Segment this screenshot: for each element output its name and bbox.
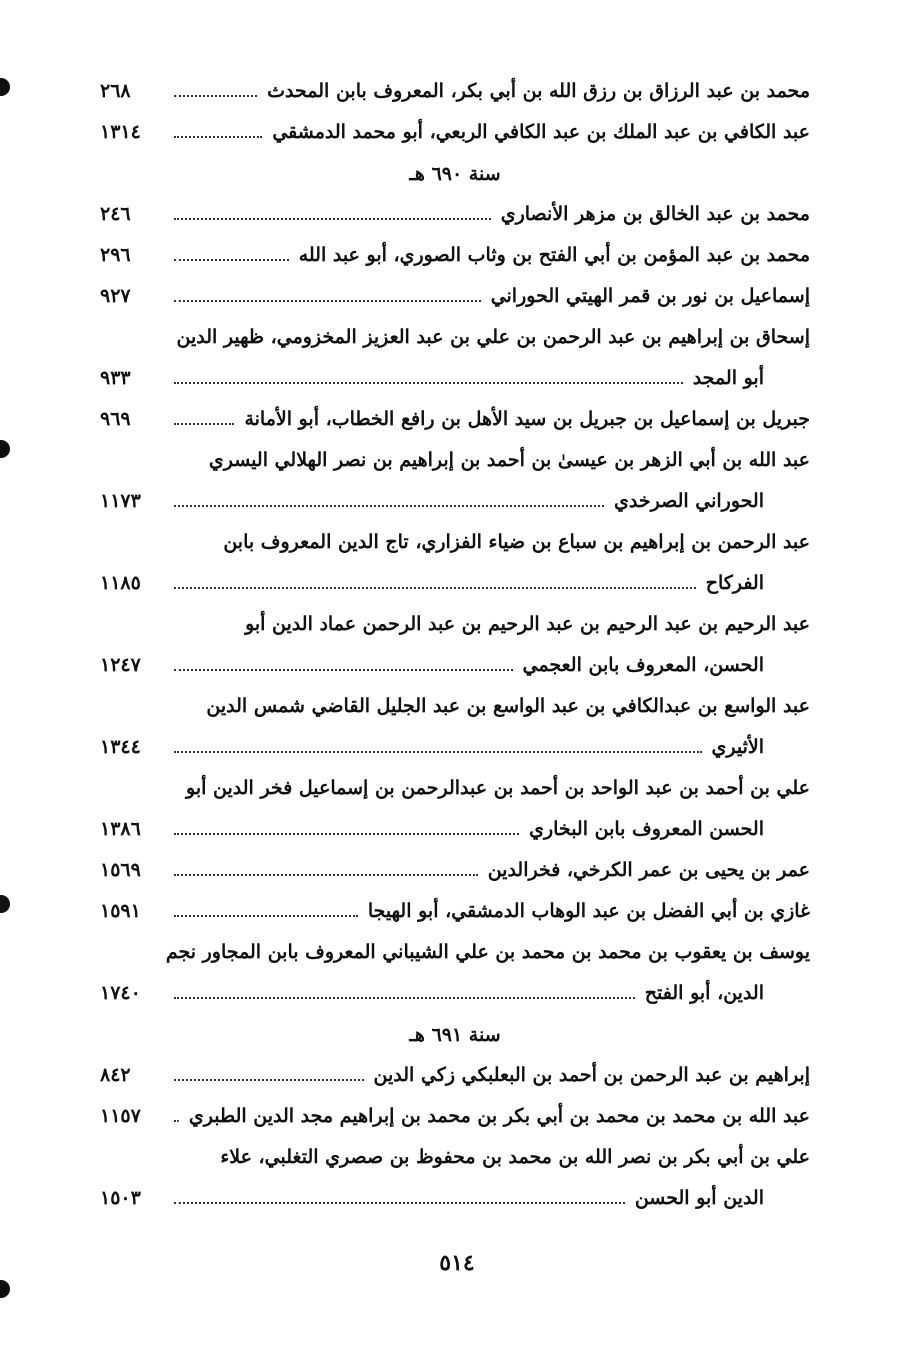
- index-entry: [100, 226, 810, 267]
- entry-name: عبد الواسع بن عبدالكافي بن عبد الواسع بن عبد الجليل القاضي شمس الدين: [206, 695, 810, 718]
- entry-line: [100, 1128, 810, 1169]
- entry-name: عبد الله بن محمد بن محمد بن أبي بكر بن محمد بن إبراهيم مجد الدين الطبري: [188, 1105, 810, 1128]
- entry-page-number: ١١٨٥: [100, 572, 141, 595]
- entry-page-number: ١٣٨٦: [100, 818, 141, 841]
- entry-name: علي بن أبي بكر بن نصر الله بن محمد بن محفوظ بن صصري التغلبي، علاء: [220, 1146, 810, 1169]
- dot-leader: [174, 136, 262, 138]
- entry-line: [100, 62, 810, 103]
- entry-name: الدين، أبو الفتح: [644, 982, 764, 1005]
- entry-line: [100, 759, 810, 800]
- binding-mark: [0, 895, 10, 913]
- entry-line: [100, 226, 810, 267]
- entry-line: [100, 185, 810, 226]
- entry-name: الحوراني الصرخدي: [614, 490, 764, 513]
- entry-page-number: ١٣١٤: [100, 121, 141, 144]
- dot-leader: [174, 997, 635, 999]
- index-entry: [100, 390, 810, 431]
- year-heading: سنة ٦٩١ هـ: [409, 1024, 501, 1046]
- dot-leader: [174, 382, 683, 384]
- index-entry: [100, 431, 810, 513]
- entry-name: عمر بن يحيى بن عمر الكرخي، فخرالدين: [487, 859, 810, 882]
- entry-line: [100, 103, 810, 144]
- entry-line: [100, 800, 810, 841]
- entry-page-number: ١٥٠٣: [100, 1187, 141, 1210]
- entry-line: [100, 472, 810, 513]
- entry-line: [100, 1169, 810, 1210]
- entry-line: [100, 1046, 810, 1087]
- entry-line: [100, 513, 810, 554]
- index-entry: [100, 595, 810, 677]
- year-heading: سنة ٦٩٠ هـ: [409, 163, 501, 185]
- entry-name: الدين أبو الحسن: [634, 1187, 764, 1210]
- entry-name: الأثيري: [711, 736, 764, 759]
- entry-line: [100, 964, 810, 1005]
- dot-leader: [174, 95, 257, 97]
- entry-name: الفركاح: [705, 572, 764, 595]
- entry-name: عبد الكافي بن عبد الملك بن عبد الكافي الربعي، أبو محمد الدمشقي: [272, 121, 810, 144]
- binding-mark: [0, 1280, 10, 1298]
- page-number: ٥١٤: [439, 1250, 475, 1276]
- index-entry: [100, 103, 810, 144]
- entry-line: [100, 1087, 810, 1128]
- index-entry: [100, 1046, 810, 1087]
- index-entry: [100, 759, 810, 841]
- index-entry: [100, 923, 810, 1005]
- dot-leader: [174, 833, 519, 835]
- entry-name: جبريل بن إسماعيل بن جبريل بن سيد الأهل بن رافع الخطاب، أبو الأمانة: [244, 408, 810, 431]
- entry-name: يوسف بن يعقوب بن محمد بن محمد بن علي الشيباني المعروف بابن المجاور نجم: [165, 941, 810, 964]
- entry-name: غازي بن أبي الفضل بن عبد الوهاب الدمشقي، أبو الهيجا: [367, 900, 810, 923]
- entry-page-number: ٩٦٩: [100, 408, 131, 431]
- entry-page-number: ١١٥٧: [100, 1105, 141, 1128]
- dot-leader: [174, 751, 702, 753]
- index-entry: [100, 513, 810, 595]
- entry-line: [100, 636, 810, 677]
- entry-page-number: ٩٢٧: [100, 285, 131, 308]
- dot-leader: [174, 259, 289, 261]
- entry-page-number: ٩٣٣: [100, 367, 131, 390]
- index-entry: [100, 677, 810, 759]
- entry-name: عبد الله بن أبي الزهر بن عيسىٰ بن أحمد بن إبراهيم بن نصر الهلالي اليسري: [208, 449, 810, 472]
- entry-page-number: ١٧٤٠: [100, 982, 141, 1005]
- binding-mark: [0, 440, 10, 458]
- dot-leader: [174, 1079, 364, 1081]
- entry-name: محمد بن عبد الرزاق بن رزق الله بن أبي بكر، المعروف بابن المحدث: [267, 80, 810, 103]
- dot-leader: [174, 874, 478, 876]
- entry-name: إسماعيل بن نور بن قمر الهيتي الحوراني: [490, 285, 810, 308]
- binding-mark: [0, 78, 10, 96]
- index-entry: [100, 308, 810, 390]
- dot-leader: [174, 1120, 179, 1122]
- entry-name: الحسن، المعروف بابن العجمي: [522, 654, 764, 677]
- entry-name: محمد بن عبد المؤمن بن أبي الفتح بن وثاب الصوري، أبو عبد الله: [298, 244, 810, 267]
- entry-page-number: ١٥٩١: [100, 900, 141, 923]
- entry-line: [100, 390, 810, 431]
- index-entry: [100, 1128, 810, 1210]
- dot-leader: [174, 218, 491, 220]
- entry-line: [100, 677, 810, 718]
- entry-line: [100, 841, 810, 882]
- index-entry: [100, 882, 810, 923]
- entry-line: [100, 718, 810, 759]
- index-entry: [100, 841, 810, 882]
- entry-name: الحسن المعروف بابن البخاري: [529, 818, 764, 841]
- dot-leader: [174, 505, 604, 507]
- entry-line: [100, 431, 810, 472]
- entry-name: محمد بن عبد الخالق بن مزهر الأنصاري: [500, 203, 810, 226]
- entry-name: إسحاق بن إبراهيم بن عبد الرحمن بن علي بن عبد العزيز المخزومي، ظهير الدين: [176, 326, 810, 349]
- entry-page-number: ٢٩٦: [100, 244, 131, 267]
- entry-line: [100, 554, 810, 595]
- entry-name: أبو المجد: [692, 367, 764, 390]
- entry-page-number: ٢٦٨: [100, 80, 131, 103]
- dot-leader: [174, 915, 358, 917]
- index-entry: [100, 1087, 810, 1128]
- entry-name: علي بن أحمد بن عبد الواحد بن أحمد بن عبدالرحمن بن إسماعيل فخر الدين أبو: [186, 777, 810, 800]
- index-entry: [100, 62, 810, 103]
- entry-line: [100, 308, 810, 349]
- entry-page-number: ١٥٦٩: [100, 859, 141, 882]
- entry-page-number: ١٢٤٧: [100, 654, 141, 677]
- entry-name: إبراهيم بن عبد الرحمن بن أحمد بن البعلبكي زكي الدين: [373, 1064, 810, 1087]
- entry-page-number: ٢٤٦: [100, 203, 131, 226]
- entry-line: [100, 882, 810, 923]
- index-entry: [100, 267, 810, 308]
- dot-leader: [174, 300, 481, 302]
- entry-page-number: ٨٤٢: [100, 1064, 131, 1087]
- index-list: [100, 62, 810, 1210]
- index-entry: [100, 185, 810, 226]
- entry-name: عبد الرحمن بن إبراهيم بن سباع بن ضياء الفزاري، تاج الدين المعروف بابن: [223, 531, 810, 554]
- entry-line: [100, 349, 810, 390]
- entry-line: [100, 923, 810, 964]
- dot-leader: [174, 669, 513, 671]
- entry-name: عبد الرحيم بن عبد الرحيم بن عبد الرحيم بن عبد الرحمن عماد الدين أبو: [245, 613, 810, 636]
- entry-page-number: ١١٧٣: [100, 490, 141, 513]
- entry-line: [100, 267, 810, 308]
- entry-page-number: ١٣٤٤: [100, 736, 141, 759]
- dot-leader: [174, 423, 234, 425]
- dot-leader: [174, 1202, 625, 1204]
- dot-leader: [174, 587, 696, 589]
- entry-line: [100, 595, 810, 636]
